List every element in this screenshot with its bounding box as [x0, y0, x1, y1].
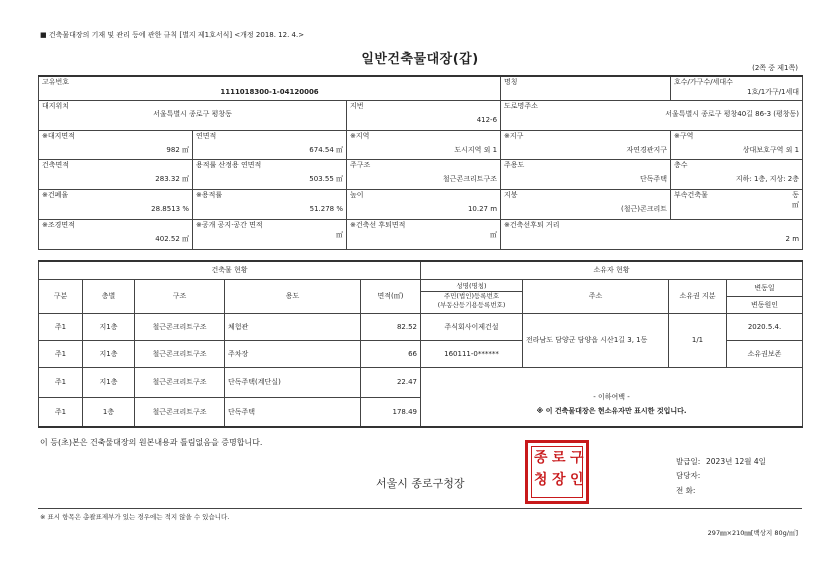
form-reference-note: ■ 건축물대장의 기재 및 관리 등에 관한 규칙 [별지 제1호서식] <개정 2018. 12. 4.> [40, 31, 305, 39]
roof-value: (철근)콘크리트 [620, 204, 668, 213]
roof-cell [501, 189, 671, 219]
total-floor-area-value: 674.54 ㎡ [309, 145, 343, 154]
seal-glyph-2: 로 [552, 450, 566, 466]
setback-distance-cell [501, 219, 803, 249]
footer-divider [38, 508, 802, 509]
unique-number-cell [39, 76, 501, 100]
row-4-use: 단독주택 [225, 397, 361, 427]
setback-distance-value: 2 m [785, 234, 800, 243]
district-cell [501, 130, 671, 159]
site-location-value: 서울특별시 종로구 평창동 [153, 109, 232, 118]
coverage-ratio-value: 28.8513 % [151, 204, 189, 213]
setback-area-label: ※건축선 후퇴면적 [350, 220, 406, 229]
open-space-label: ※공개 공지·공간 면적 [196, 220, 263, 229]
height-cell [347, 189, 501, 219]
section-cell [671, 130, 803, 159]
annex-building-area: ㎡ [792, 200, 800, 209]
open-space-cell [193, 219, 347, 249]
floor-area-ratio-cell [193, 189, 347, 219]
row-4-structure: 철근콘크리트구조 [135, 397, 225, 427]
floors-label: 층수 [674, 160, 688, 169]
building-area-value: 283.32 ㎡ [155, 174, 189, 183]
end-of-entries-note: - 이하여백 - [593, 392, 630, 401]
far-floor-area-value: 503.55 ㎡ [309, 174, 343, 183]
owner-registration-number: 160111-0****** [421, 340, 523, 367]
owner-status-title: 소유자 현황 [421, 261, 803, 279]
row-2-use: 주차장 [225, 340, 361, 367]
footer-note: ※ 표시 항목은 총괄표제부가 있는 경우에는 적지 않을 수 있습니다. [40, 513, 230, 521]
owner-name-header-line3: (부동산등기용등록번호) [437, 301, 506, 309]
row-3-use: 단독주택(계단실) [225, 367, 361, 397]
row-1-area: 82.52 [361, 313, 421, 340]
col-header-owner-name [421, 279, 523, 313]
zone-label: ※지역 [350, 131, 370, 140]
building-summary-table [38, 75, 803, 250]
annex-building-count: 동 [792, 190, 800, 199]
units-value: 1호/1가구/1세대 [747, 88, 800, 96]
main-structure-value: 철근콘크리트구조 [442, 174, 498, 183]
setback-area-cell [347, 219, 501, 249]
total-floor-area-cell [193, 130, 347, 159]
lot-number-value: 412-6 [476, 115, 498, 124]
building-name-cell [501, 76, 671, 100]
annex-building-cell [671, 189, 803, 219]
site-area-label: ※대지면적 [42, 131, 75, 140]
site-area-value: 982 ㎡ [166, 145, 189, 154]
main-structure-cell [347, 159, 501, 189]
row-3-category: 주1 [39, 367, 83, 397]
row-2-structure: 철근콘크리트구조 [135, 340, 225, 367]
height-value: 10.27 m [467, 204, 498, 213]
building-owner-status-table [38, 260, 803, 428]
zone-cell [347, 130, 501, 159]
col-header-change-reason: 변동원인 [727, 296, 803, 313]
far-floor-area-label: 용적률 산정용 연면적 [196, 160, 262, 169]
section-value: 상대보호구역 외 1 [742, 145, 800, 154]
row-2-category: 주1 [39, 340, 83, 367]
issue-date-label: 발급일: [676, 457, 701, 466]
row-3-area: 22.47 [361, 367, 421, 397]
col-header-change-date: 변동일 [727, 279, 803, 296]
row-3-floor: 지1층 [83, 367, 135, 397]
road-address-cell [501, 100, 803, 130]
issue-date-value: 2023년 12월 4일 [706, 457, 766, 466]
road-address-value: 서울특별시 종로구 평창40길 86-3 (평창동) [665, 109, 800, 118]
col-header-floor: 층별 [83, 279, 135, 313]
coverage-ratio-cell [39, 189, 193, 219]
zone-value: 도시지역 외 1 [454, 145, 498, 154]
row-2-floor: 지1층 [83, 340, 135, 367]
row-1-floor: 지1층 [83, 313, 135, 340]
owner-address: 전라남도 담양군 담양읍 시산1길 3, 1동 [523, 313, 669, 367]
unique-number-value: 1111018300-1-04120006 [220, 88, 319, 96]
landscape-area-cell [39, 219, 193, 249]
col-header-structure: 구조 [135, 279, 225, 313]
owner-share: 1/1 [669, 313, 727, 367]
staff-label: 담당자: [676, 471, 701, 480]
setback-distance-label: ※건축선후퇴 거리 [504, 220, 560, 229]
col-header-category: 구분 [39, 279, 83, 313]
units-cell [671, 76, 803, 100]
col-header-area: 면적(㎡) [361, 279, 421, 313]
page-title: 일반건축물대장(갑) [361, 52, 479, 67]
units-label: 호수/가구수/세대수 [674, 78, 733, 86]
road-address-label: 도로명주소 [504, 101, 538, 110]
site-location-cell [39, 100, 347, 130]
building-area-label: 건축면적 [42, 160, 70, 169]
paper-spec: 297㎜×210㎜[백상지 80g/㎡] [707, 529, 798, 537]
owner-name: 주식회사이제건설 [421, 313, 523, 340]
site-area-cell [39, 130, 193, 159]
main-use-value: 단독주택 [639, 174, 668, 183]
seal-glyph-1: 종 [534, 450, 548, 466]
building-area-cell [39, 159, 193, 189]
row-1-structure: 철근콘크리트구조 [135, 313, 225, 340]
row-4-area: 178.49 [361, 397, 421, 427]
district-label: ※지구 [504, 131, 524, 140]
building-status-title: 건축물 현황 [39, 261, 421, 279]
certification-statement: 이 등(초)본은 건축물대장의 원본내용과 틀림없음을 증명합니다. [40, 438, 263, 447]
annex-building-label: 부속건축물 [674, 190, 708, 199]
issuing-office: 서울시 종로구청장 [376, 477, 465, 490]
seal-glyph-5: 장 [552, 472, 566, 488]
page-count: (2쪽 중 제1쪽) [752, 64, 798, 72]
total-floor-area-label: 연면적 [196, 131, 217, 140]
change-reason: 소유권보존 [727, 340, 803, 367]
row-4-category: 주1 [39, 397, 83, 427]
seal-glyph-4: 청 [534, 472, 548, 488]
landscape-area-label: ※조경면적 [42, 220, 75, 229]
main-use-label: 주용도 [504, 160, 525, 169]
main-use-cell [501, 159, 671, 189]
open-space-value: ㎡ [336, 230, 343, 239]
row-4-floor: 1층 [83, 397, 135, 427]
building-name-label: 명칭 [504, 78, 518, 86]
far-floor-area-cell [193, 159, 347, 189]
floors-value: 지하: 1층, 지상: 2층 [735, 174, 800, 183]
coverage-ratio-label: ※건폐율 [42, 190, 69, 199]
roof-label: 지붕 [504, 190, 518, 199]
height-label: 높이 [350, 190, 364, 199]
table-row [39, 313, 803, 340]
setback-area-value: ㎡ [490, 230, 498, 239]
owner-name-header-line2: 주민(법인)등록번호 [421, 291, 522, 301]
unique-number-label: 고유번호 [42, 78, 70, 86]
section-label: ※구역 [674, 131, 694, 140]
change-date: 2020.5.4. [727, 313, 803, 340]
row-2-area: 66 [361, 340, 421, 367]
owner-name-header-line1: 성명(명칭) [456, 282, 487, 290]
official-seal-stamp [525, 440, 589, 504]
district-value: 자연경관지구 [626, 145, 668, 154]
landscape-area-value: 402.52 ㎡ [155, 234, 189, 243]
seal-glyph-6: 인 [570, 472, 584, 488]
table-row [39, 367, 803, 397]
main-structure-label: 주구조 [350, 160, 371, 169]
lot-number-label: 지번 [350, 101, 364, 110]
seal-glyph-3: 구 [570, 450, 584, 466]
col-header-address: 주소 [523, 279, 669, 313]
site-location-label: 대지위치 [42, 101, 70, 110]
lot-number-cell [347, 100, 501, 130]
phone-label: 전 화: [676, 486, 696, 495]
owner-notes-cell [421, 367, 803, 427]
row-1-use: 체험관 [225, 313, 361, 340]
row-3-structure: 철근콘크리트구조 [135, 367, 225, 397]
floor-area-ratio-label: ※용적률 [196, 190, 223, 199]
floors-cell [671, 159, 803, 189]
current-owner-note: ※ 이 건축물대장은 현소유자만 표시한 것입니다. [536, 406, 687, 415]
col-header-share: 소유권 지분 [669, 279, 727, 313]
col-header-use: 용도 [225, 279, 361, 313]
row-1-category: 주1 [39, 313, 83, 340]
floor-area-ratio-value: 51.278 % [309, 204, 343, 213]
